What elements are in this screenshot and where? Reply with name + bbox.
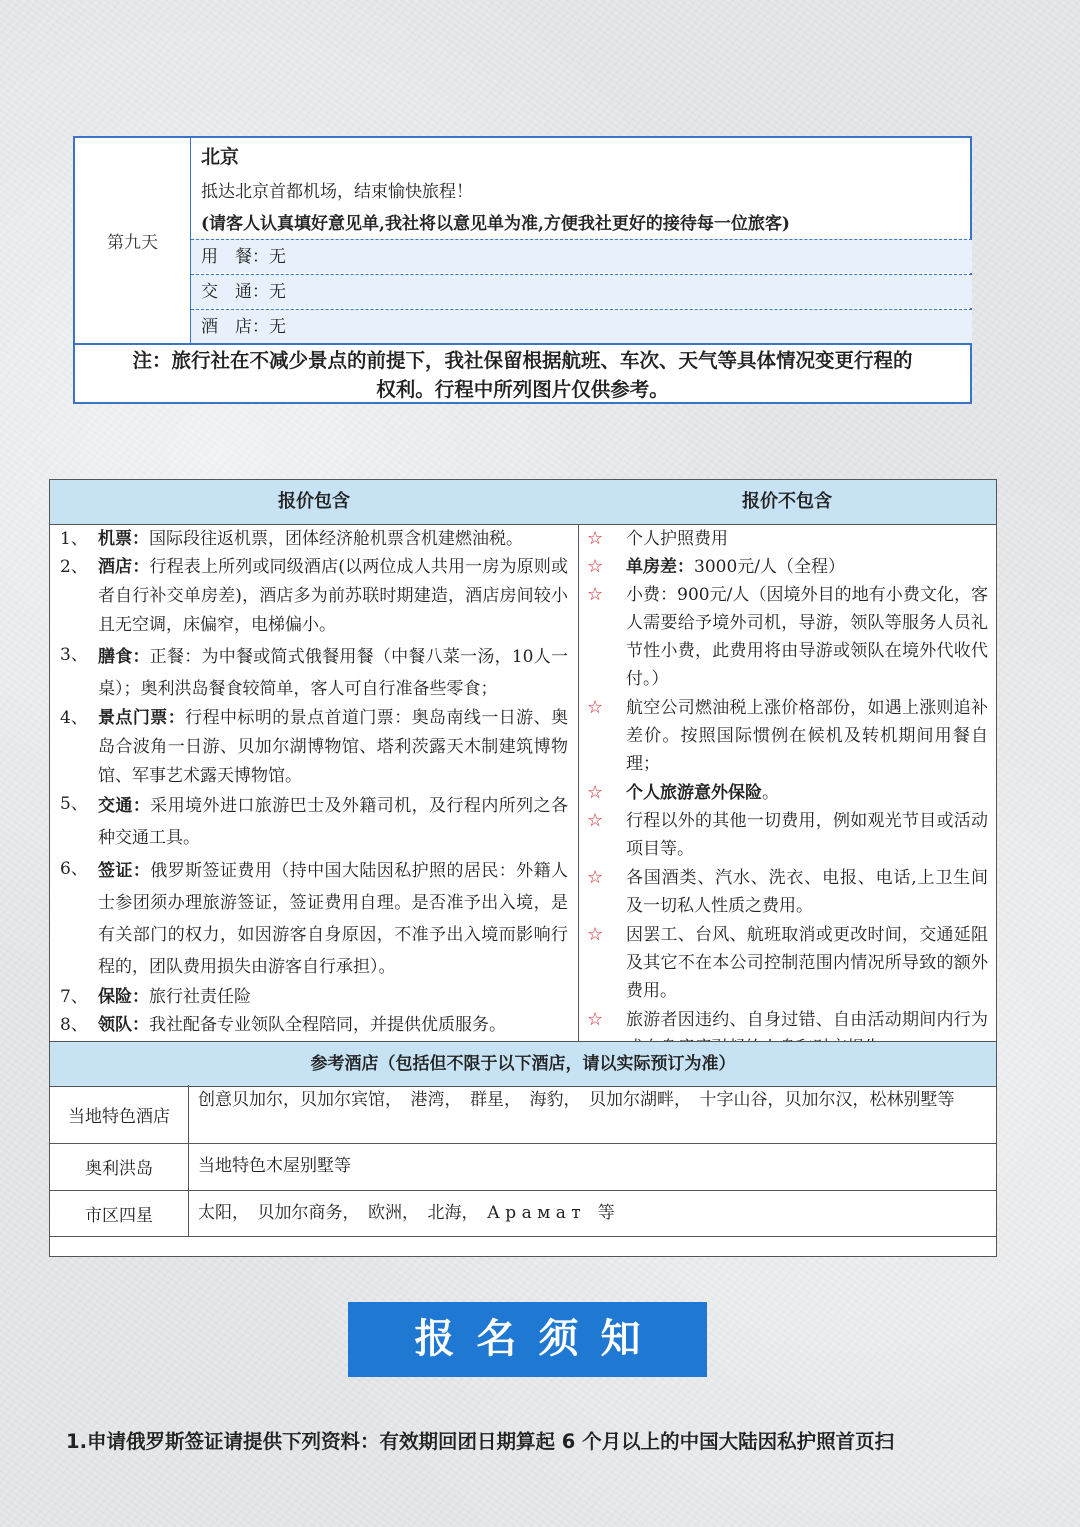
day-itinerary-table [73, 136, 972, 404]
footnote-line-1: 注：旅行社在不减少景点的前提下，我社保留根据航班、车次、天气等具体情况变更行程的 [132, 349, 913, 372]
hotel-info: 酒 店：无 [191, 309, 972, 343]
hotel-list: 太阳， 贝加尔商务， 欧洲， 北海， А р а м а т 等 [198, 1203, 615, 1223]
table-bottom-line [50, 1236, 996, 1237]
include-header: 报价包含 [50, 480, 579, 525]
hotel-list: 当地特色木屋别墅等 [198, 1156, 351, 1176]
star-icon: ☆ [587, 528, 604, 549]
day-label: 第九天 [75, 138, 191, 343]
visa-requirement-text: 1.申请俄罗斯签证请提供下列资料：有效期回团日期算起 6 个月以上的中国大陆因私护照首页扫 [66, 1430, 895, 1453]
day-title: 北京 [201, 146, 240, 168]
hotel-row [50, 1143, 996, 1191]
star-icon: ☆ [587, 810, 604, 831]
star-icon: ☆ [587, 782, 604, 803]
exclude-header: 报价不包含 [578, 480, 996, 525]
day-description: 抵达北京首都机场，结束愉快旅程！ [201, 182, 473, 202]
day-note: (请客人认真填好意见单,我社将以意见单为准,方便我社更好的接待每一位旅客) [201, 214, 790, 234]
star-icon: ☆ [587, 584, 604, 605]
star-icon: ☆ [587, 556, 604, 577]
reference-hotel-header: 参考酒店（包括但不限于以下酒店，请以实际预订为准） [50, 1041, 996, 1087]
footnote-line-2: 权利。行程中所列图片仅供参考。 [376, 378, 669, 401]
hotel-category: 市区四星 [50, 1190, 189, 1236]
star-icon: ☆ [587, 697, 604, 718]
price-table [49, 479, 997, 1257]
star-icon: ☆ [587, 1009, 604, 1030]
hotel-divider [188, 1190, 189, 1236]
traffic-info: 交 通：无 [191, 274, 972, 308]
registration-notice-banner: 报名须知 [348, 1302, 707, 1377]
include-column: 1、 机票：国际段往返机票，团体经济舱机票含机建燃油税。 2、 酒店：行程表上所列或同级酒店(以两位成人共用一房为原则或者自行补交单房差)，酒店多为前苏联时期建造，酒店房间较小且无空调，床偏窄，电梯偏小。 3、 膳食：正餐：为中餐或简式俄餐用餐（中餐八菜一汤，10人一桌）；奥利洪岛餐食较简单，客人可自行准备些零食； 4、 景点门票：行程中标明的景点首道门票：奥岛南线一日游、奥岛合波角一日游、贝加尔湖博物馆、塔利茨露天木制建筑博物馆、军事艺术露天博物馆。 5、 交通：采用境外进口旅游巴士及外籍司机，及行程内所列之各种交通工具。 6、 签证：俄罗斯签证费用（持中国大陆因私护照的居民：外籍人士参团须办理旅游签证，签证费用自理。是否准予出入境，是有关部门的权力，如因游客自身原因，不准予出入境而影响行程的，团队费用损失由游客自行承担）。 7、 保险：旅行社责任险 8、 领队：我社配备专业领队全程陪同，并提供优质服务。 [50, 524, 579, 1041]
star-icon: ☆ [587, 924, 604, 945]
star-icon: ☆ [587, 867, 604, 888]
hotel-row [50, 1085, 996, 1144]
day-content [191, 138, 972, 343]
hotel-category: 当地特色酒店 [50, 1085, 189, 1143]
exclude-column: ☆ 个人护照费用 ☆ 单房差：3000元/人（全程） ☆ 小费：900元/人（因境外目的地有小费文化，客人需要给予境外司机，导游，领队等服务人员礼节性小费，此费用将由导游或领队在境外代收代付。） ☆ 航空公司燃油税上涨价格部份，如遇上涨则追补差价。按照国际惯例在候机及转机期间用餐自理； ☆ 个人旅游意外保险。 ☆ 行程以外的其他一切费用，例如观光节目或活动项目等。 ☆ 各国酒类、汽水、洗衣、电报、电话,上卫生间及一切私人性质之费用。 ☆ 因罢工、台风、航班取消或更改时间，交通延阻及其它不在本公司控制范围内情况所导致的额外费用。 ☆ 旅游者因违约、自身过错、自由活动期间内行为 [578, 524, 996, 1041]
hotel-row [50, 1190, 996, 1256]
itinerary-footnote [75, 343, 970, 402]
hotel-category: 奥利洪岛 [50, 1143, 189, 1190]
meal-info: 用 餐：无 [191, 239, 972, 273]
hotel-list: 创意贝加尔，贝加尔宾馆， 港湾， 群星， 海豹， 贝加尔湖畔， 十字山谷，贝加尔汉，松林别墅等 [198, 1090, 955, 1110]
